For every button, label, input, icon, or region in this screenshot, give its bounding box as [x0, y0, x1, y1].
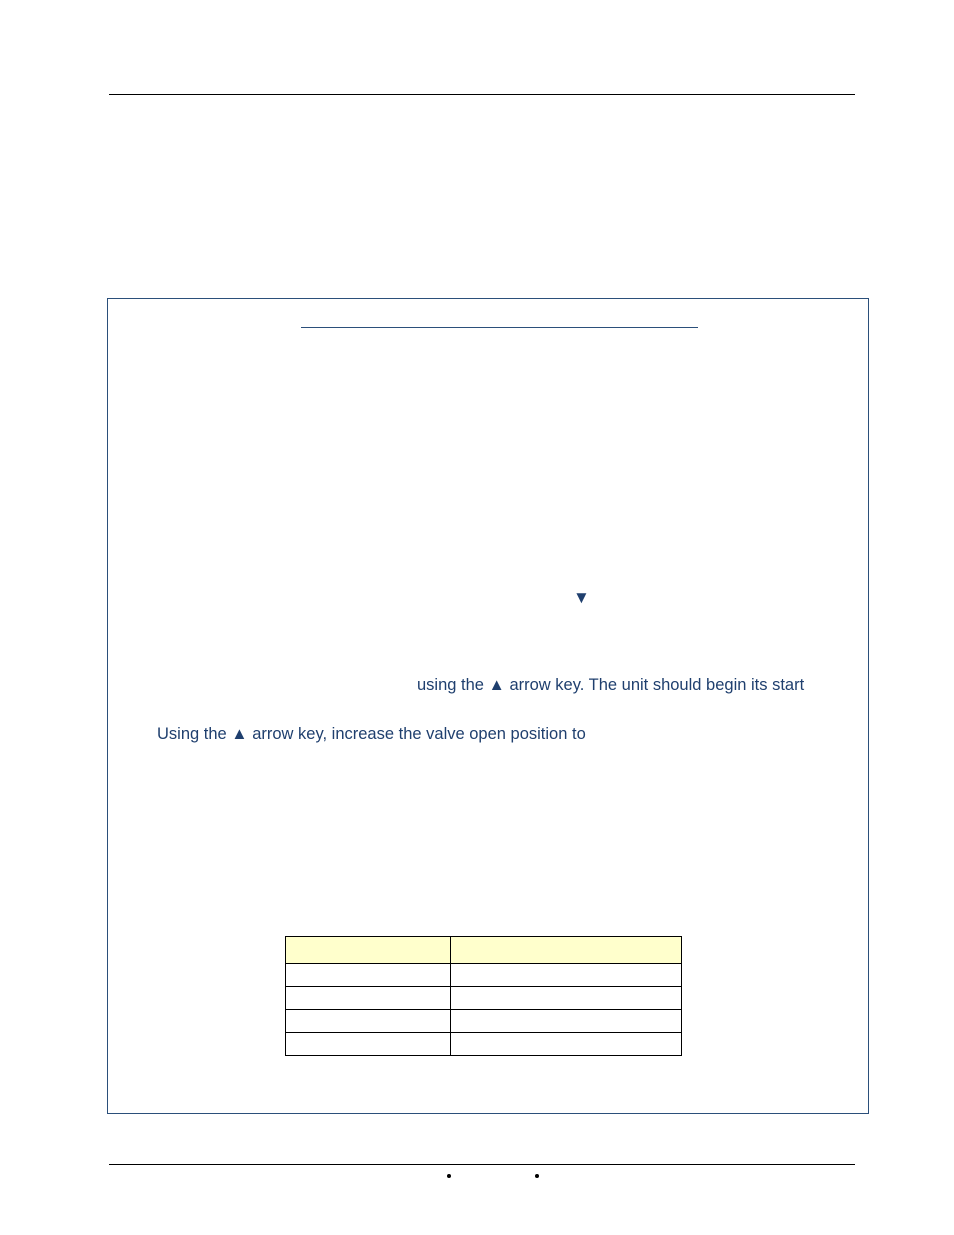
- table-header-row: [286, 937, 682, 964]
- table-cell: [451, 964, 682, 987]
- table-header-cell: [451, 937, 682, 964]
- table-cell: [286, 1010, 451, 1033]
- procedure-box: [107, 298, 869, 1114]
- table-cell: [286, 987, 451, 1010]
- footer-bullet-dot: [535, 1174, 539, 1178]
- table-cell: [286, 1033, 451, 1056]
- table-cell: [286, 964, 451, 987]
- table-row: [286, 987, 682, 1010]
- valve-increase-instruction-line: Using the ▲ arrow key, increase the valve open position to: [157, 725, 586, 743]
- down-arrow-icon: ▼: [573, 588, 590, 607]
- footer-rule: [109, 1164, 855, 1165]
- box-title-underline: [301, 327, 698, 328]
- table-cell: [451, 1033, 682, 1056]
- table-row: [286, 964, 682, 987]
- table-header-cell: [286, 937, 451, 964]
- table-row: [286, 1033, 682, 1056]
- table-cell: [451, 987, 682, 1010]
- table-cell: [451, 1010, 682, 1033]
- table-row: [286, 1010, 682, 1033]
- footer-bullet-dot: [447, 1174, 451, 1178]
- header-rule: [109, 94, 855, 95]
- startup-instruction-line: using the ▲ arrow key. The unit should begin its start: [417, 676, 805, 694]
- data-table: [285, 936, 682, 1056]
